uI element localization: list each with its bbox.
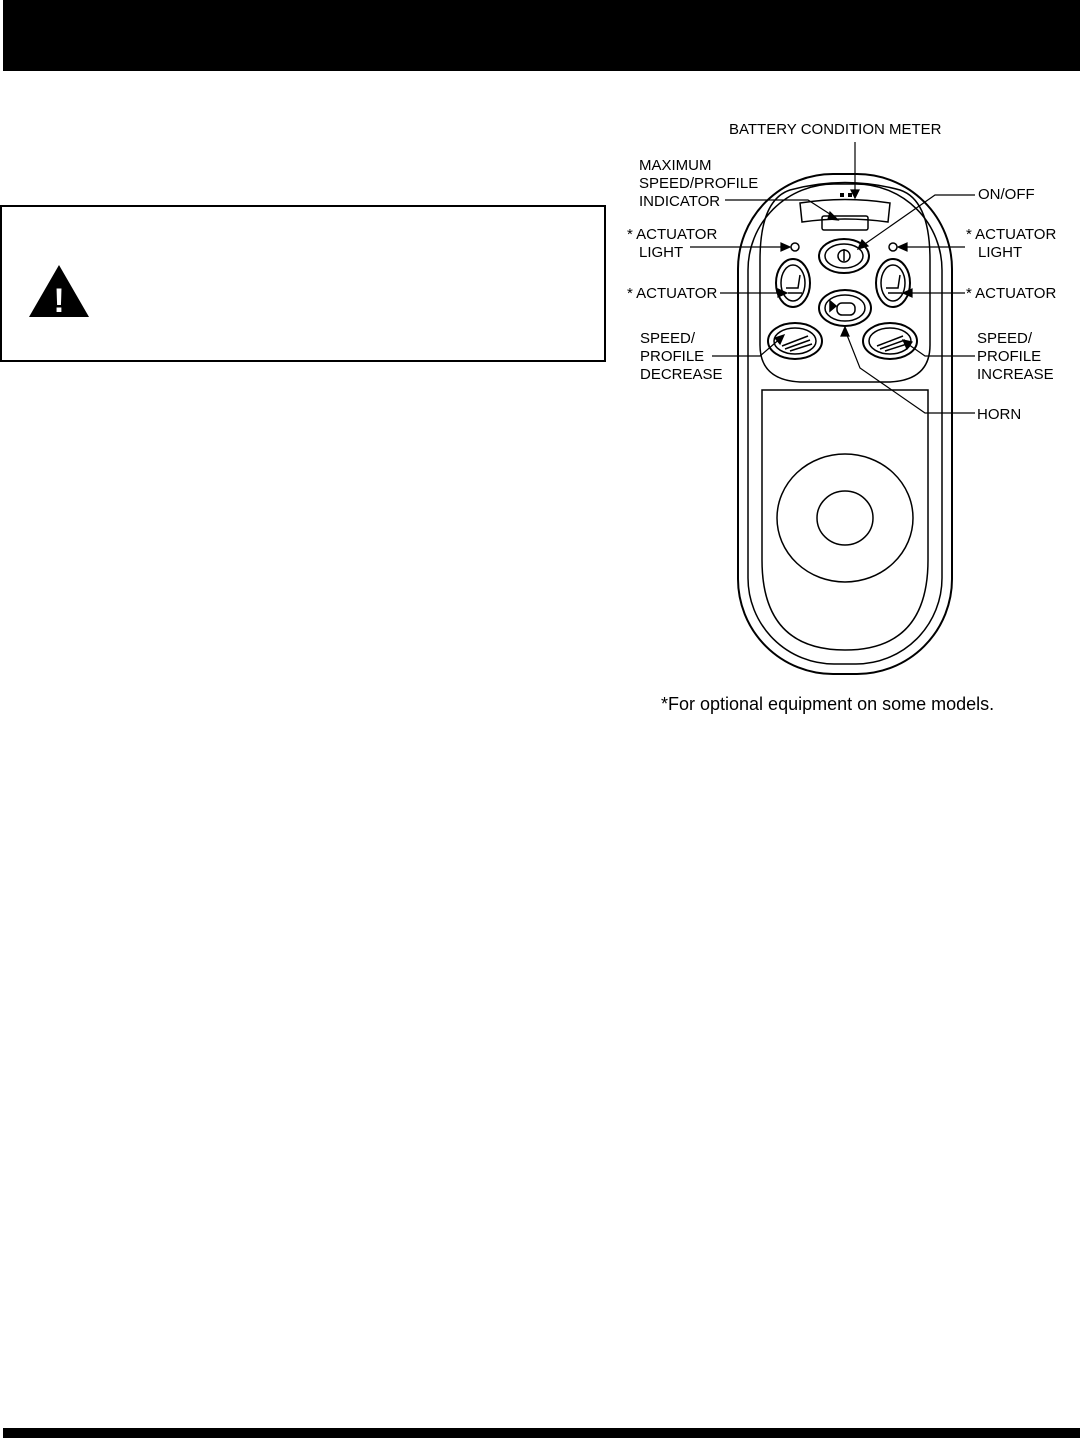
max-speed-profile-indicator-label: MAXIMUM SPEED/PROFILE INDICATOR <box>639 157 759 210</box>
footer-bar <box>3 1428 1080 1438</box>
actuator-right-label: * ACTUATOR <box>966 285 1057 302</box>
battery-condition-meter-label: BATTERY CONDITION METER <box>729 121 942 138</box>
warning-exclamation-icon <box>27 263 91 319</box>
actuator-left-label: * ACTUATOR <box>627 285 718 302</box>
optional-equipment-footnote: *For optional equipment on some models. <box>661 694 995 714</box>
speed-profile-decrease-label: SPEED/ PROFILE DECREASE <box>640 330 723 383</box>
header-bar <box>3 0 1080 71</box>
actuator-light-left-label: * ACTUATOR LIGHT <box>627 226 718 261</box>
on-off-label: ON/OFF <box>978 186 1035 203</box>
warning-box <box>0 205 606 362</box>
svg-text:!: ! <box>53 282 65 319</box>
speed-profile-increase-label: SPEED/ PROFILE INCREASE <box>977 330 1054 383</box>
horn-label: HORN <box>977 406 1022 423</box>
actuator-light-right-label: * ACTUATOR LIGHT <box>966 226 1057 261</box>
